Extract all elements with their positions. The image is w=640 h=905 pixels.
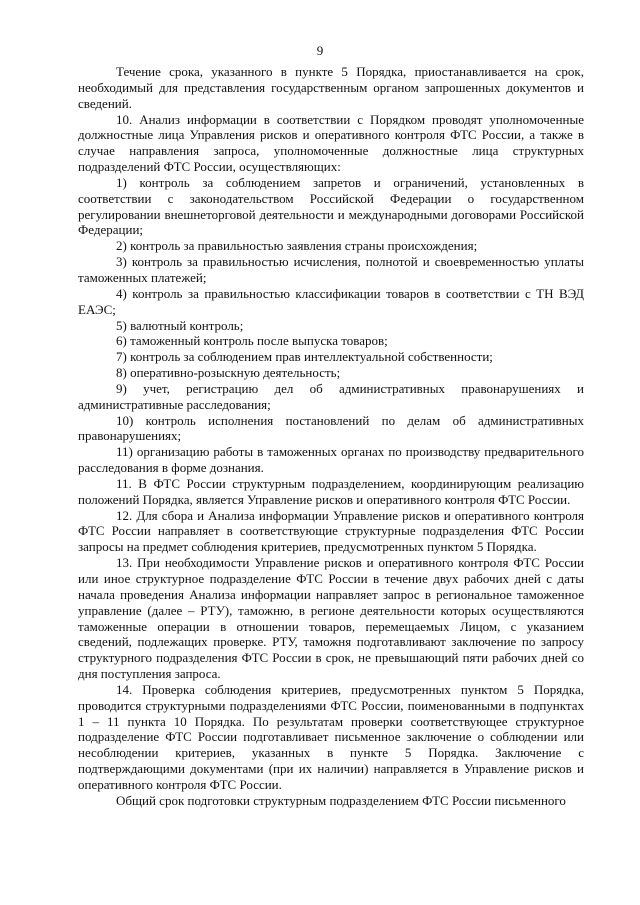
- paragraph-13-rtu-request: 13. При необходимости Управление рисков и оперативного контроля ФТС России или иное структурное подразделение ФТС России в течение двух рабочих дней с даты начала проведения Анализа информации направляет запрос в региональное таможенное управление (далее – РТУ), таможню, в регионе деятельности которых осуществляются таможенные операции в отношении товаров, перемещаемых Лицом, с указанием сведений, подлежащих проверке. РТУ, таможня подготавливают заключение по запросу структурного подразделения ФТС России в срок, не превышающий пяти рабочих дней со дня поступления запроса.: [78, 555, 584, 682]
- paragraph-10-analysis: 10. Анализ информации в соответствии с Порядком проводят уполномоченные должностные лица Управления рисков и оперативного контроля ФТС России, а также в случае направления запроса, уполномоченные должностные лица структурных подразделений ФТС России, осуществляющих:: [78, 111, 584, 175]
- list-item-4-classification-control: 4) контроль за правильностью классификации товаров в соответствии с ТН ВЭД ЕАЭС;: [78, 285, 584, 317]
- list-item-7-ip-control: 7) контроль за соблюдением прав интеллектуальной собственности;: [116, 349, 493, 365]
- page-number: 9: [316, 43, 324, 58]
- paragraph-14-criteria-check: 14. Проверка соблюдения критериев, предусмотренных пунктом 5 Порядка, проводится структурными подразделениями ФТС России, поименованными в подпунктах 1 – 11 пункта 10 Порядка. По результатам проверки соответствующее структурное подразделение ФТС России подготавливает письменное заключение о соблюдении или несоблюдении критериев, указанных в пункте 5 Порядка. Заключение с подтверждающими документами (при их наличии) направляется в Управление рисков и оперативного контроля ФТС России.: [78, 681, 584, 792]
- list-item-9-registration-cases: 9) учет, регистрацию дел об административных правонарушениях и административные расследования;: [78, 380, 584, 412]
- paragraph-12-requests: 12. Для сбора и Анализа информации Управление рисков и оперативного контроля ФТС России направляет в соответствующие структурные подразделения ФТС России запросы на предмет соблюдения критериев, предусмотренных пунктом 5 Порядка.: [78, 507, 584, 555]
- list-item-6-post-release-control: 6) таможенный контроль после выпуска товаров;: [116, 333, 388, 349]
- list-item-1-prohibitions-control: 1) контроль за соблюдением запретов и ограничений, установленных в соответствии с законодательством Российской Федерации о государственном регулировании внешнеторговой деятельности и международными договорами Российской Федерации;: [78, 174, 584, 238]
- list-item-11-inquiry-organization: 11) организацию работы в таможенных органах по производству предварительного расследования в форме дознания.: [78, 444, 584, 476]
- paragraph-general-term: Общий срок подготовки структурным подразделением ФТС России письменного: [116, 792, 566, 808]
- list-item-10-decisions-control: 10) контроль исполнения постановлений по делам об административных правонарушениях;: [78, 412, 584, 444]
- paragraph-suspension-of-term: Течение срока, указанного в пункте 5 Порядка, приостанавливается на срок, необходимый для представления государственным органом запрошенных документов и сведений.: [78, 64, 584, 111]
- paragraph-11-coordinating-unit: 11. В ФТС России структурным подразделением, координирующим реализацию положений Порядка, является Управление рисков и оперативного контроля ФТС России.: [78, 475, 584, 507]
- list-item-3-payments-control: 3) контроль за правильностью исчисления, полнотой и своевременностью уплаты таможенных платежей;: [78, 254, 584, 285]
- document-body: [78, 64, 584, 809]
- list-item-8-operational-search: 8) оперативно-розыскную деятельность;: [116, 365, 341, 381]
- list-item-2-origin-control: 2) контроль за правильностью заявления страны происхождения;: [116, 238, 478, 254]
- list-item-5-currency-control: 5) валютный контроль;: [116, 317, 244, 333]
